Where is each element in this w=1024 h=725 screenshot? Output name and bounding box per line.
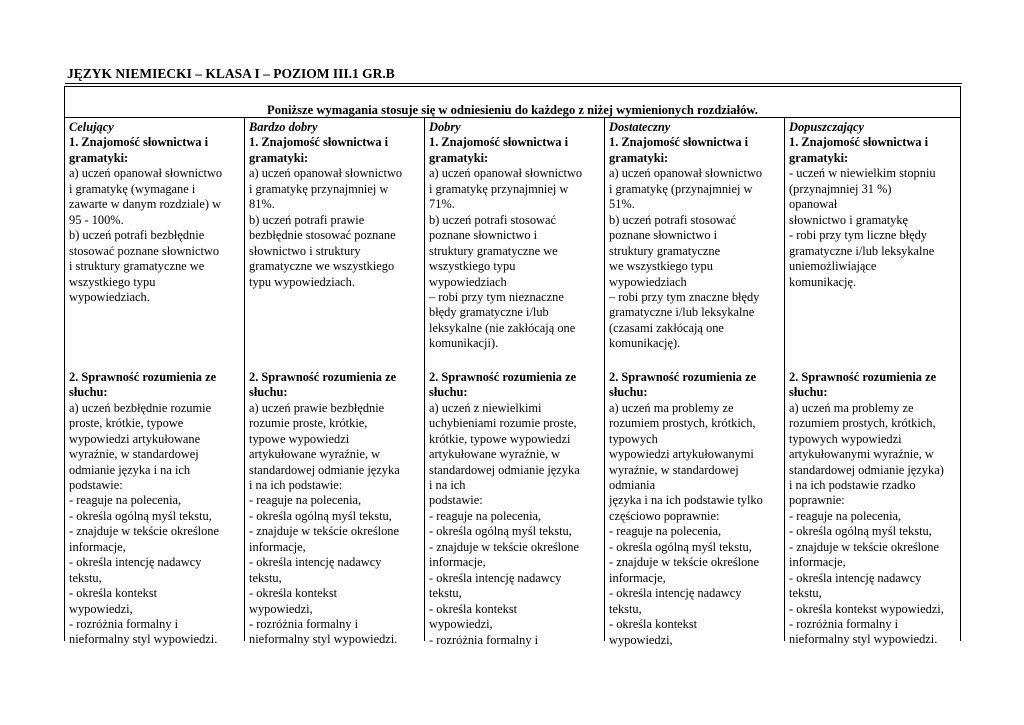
requirement-line: rozumiem prostych, krótkich, (789, 416, 936, 431)
requirement-line: i na ich podstawie: (249, 477, 343, 492)
requirement-line: informacje, (789, 555, 846, 570)
requirement-line: zawarte w danym rozdziale) w (69, 197, 222, 212)
requirement-line: a) uczeń opanował słownictwo (249, 166, 403, 181)
requirement-line: - określa ogólną myśl tekstu, (609, 539, 752, 554)
requirement-line: i na ich podstawie rzadko (789, 477, 916, 492)
requirement-line: komunikację. (789, 274, 857, 289)
requirement-line: 71%. (429, 197, 455, 212)
document-title: JĘZYK NIEMIECKI – KLASA I – POZIOM III.1 GR.B (67, 66, 395, 81)
requirement-line: struktury gramatyczne (609, 243, 721, 258)
requirement-line: języka i na ich podstawie tylko (609, 493, 763, 508)
column-bardzo-dobry (245, 118, 425, 647)
requirement-line: komunikację). (609, 336, 681, 351)
requirement-line: - rozróżnia formalny i (249, 617, 359, 632)
section-title-vocabulary: 1. Znajomość słownictwa i (789, 135, 929, 150)
requirement-line: tekstu, (69, 570, 102, 585)
requirement-line: poprawnie: (789, 493, 845, 508)
requirement-line: wszystkiego typu (69, 274, 156, 289)
requirement-line: rozumiem prostych, krótkich, (609, 416, 756, 431)
section-title-listening: 2. Sprawność rozumienia ze (609, 369, 757, 384)
requirement-line: standardowej odmianie języka (429, 462, 580, 477)
requirement-line: - określa ogólną myśl tekstu, (249, 508, 392, 523)
column-dopuszczajacy (785, 118, 962, 647)
requirement-line: a) uczeń opanował słownictwo (609, 166, 763, 181)
requirement-line: (przynajmniej 31 %) (789, 181, 892, 196)
requirement-line: we wszystkiego typu (609, 259, 713, 274)
requirement-line: artykułowane wyraźnie, w (429, 447, 561, 462)
requirement-line: - znajduje w tekście określone (69, 524, 220, 539)
requirement-line: wszystkiego typu (429, 259, 516, 274)
requirement-line: a) uczeń opanował słownictwo (69, 166, 223, 181)
section-title-vocabulary: gramatyki: (429, 150, 489, 165)
requirement-line: tekstu, (249, 570, 282, 585)
requirement-line: a) uczeń opanował słownictwo (429, 166, 583, 181)
requirement-line: - uczeń w niewielkim stopniu (789, 166, 936, 181)
requirement-line: i gramatykę przynajmniej w (429, 181, 569, 196)
requirement-line: struktury gramatyczne we (429, 243, 558, 258)
requirement-line: i gramatykę przynajmniej w (249, 181, 389, 196)
requirement-line: stosować poznane słownictwo (69, 243, 220, 258)
requirement-line: - reaguje na polecenia, (429, 508, 542, 523)
requirement-line: wypowiedzi, (429, 617, 493, 632)
requirement-line: - określa ogólną myśl tekstu, (789, 524, 932, 539)
requirement-line: typu wypowiedziach. (249, 274, 355, 289)
requirement-line: wypowiedziach. (69, 289, 150, 304)
requirement-line: wypowiedzi, (69, 601, 133, 616)
section-spacer (429, 352, 604, 370)
section-title-vocabulary: 1. Znajomość słownictwa i (69, 135, 209, 150)
requirement-line: - rozróżnia formalny i (69, 617, 179, 632)
section-title-vocabulary: gramatyki: (249, 150, 309, 165)
requirement-line: leksykalne (nie zakłócają one (429, 320, 576, 335)
requirement-line: i struktury gramatyczne we (69, 259, 205, 274)
requirement-line: typowych wypowiedzi (789, 431, 902, 446)
requirement-line: uniemożliwiające (789, 259, 877, 274)
requirement-line: - reaguje na polecenia, (789, 508, 902, 523)
requirement-line: - znajduje w tekście określone (429, 539, 580, 554)
requirement-line: - określa intencję nadawcy (609, 586, 742, 601)
requirement-line: wypowiedzi artykułowanymi (609, 447, 754, 462)
requirement-line: – robi przy tym nieznaczne (429, 289, 564, 304)
requirement-line: 95 - 100%. (69, 212, 124, 227)
section-title-listening: 2. Sprawność rozumienia ze (789, 369, 937, 384)
section-title-listening: słuchu: (69, 385, 108, 400)
requirement-line: b) uczeń potrafi prawie (249, 212, 365, 227)
requirement-line: artykułowanymi wyraźnie, w (789, 447, 934, 462)
section-title-listening: słuchu: (249, 385, 288, 400)
requirement-line: nieformalny styl wypowiedzi. (789, 632, 938, 647)
requirement-line: proste, krótkie, typowe (69, 416, 184, 431)
requirement-line: 51%. (609, 197, 635, 212)
requirement-line: i na ich (429, 477, 466, 492)
section-spacer (609, 352, 784, 370)
requirement-line: błędy gramatyczne i/lub (429, 305, 549, 320)
requirement-line: tekstu, (789, 586, 822, 601)
section-spacer (789, 290, 962, 370)
requirement-line: i gramatykę (przynajmniej w (609, 181, 753, 196)
requirement-line: a) uczeń prawie bezbłędnie (249, 400, 385, 415)
section-title-vocabulary: 1. Znajomość słownictwa i (249, 135, 389, 150)
requirement-line: bezbłędnie stosować poznane (249, 228, 396, 243)
requirement-line: słownictwo i gramatykę (789, 212, 909, 227)
requirement-line: wypowiedzi, (249, 601, 313, 616)
requirement-line: standardowej odmianie języka) (789, 462, 944, 477)
requirement-line: poznane słownictwo i (429, 228, 538, 243)
section-title-listening: 2. Sprawność rozumienia ze (69, 369, 217, 384)
requirement-line: a) uczeń bezbłędnie rozumie (69, 400, 212, 415)
requirement-line: informacje, (429, 555, 486, 570)
table-intro-row (65, 87, 960, 118)
requirement-line: tekstu, (609, 601, 642, 616)
requirement-line: gramatyczne i/lub leksykalne (789, 243, 935, 258)
section-spacer (249, 290, 424, 370)
table-intro-text: Poniższe wymagania stosuje się w odniesieniu do każdego z niżej wymienionych rozdziałów. (267, 103, 758, 117)
section-title-listening: 2. Sprawność rozumienia ze (429, 369, 577, 384)
requirement-line: - znajduje w tekście określone (789, 539, 940, 554)
grade-heading: Dostateczny (609, 120, 671, 134)
requirement-line: informacje, (609, 570, 666, 585)
section-title-listening: 2. Sprawność rozumienia ze (249, 369, 397, 384)
requirement-line: uchybieniami rozumie proste, (429, 416, 577, 431)
column-celujacy (65, 118, 245, 647)
requirement-line: (czasami zakłócają one (609, 320, 724, 335)
title-underline (65, 83, 962, 84)
requirement-line: - określa ogólną myśl tekstu, (69, 508, 212, 523)
requirement-line: nieformalny styl wypowiedzi. (69, 632, 218, 647)
requirement-line: wyraźnie, w standardowej (69, 447, 199, 462)
requirement-line: słownictwo i struktury (249, 243, 361, 258)
section-title-listening: słuchu: (429, 385, 468, 400)
requirement-line: tekstu, (429, 586, 462, 601)
requirement-line: krótkie, typowe wypowiedzi (429, 431, 571, 446)
requirement-line: typowych (609, 431, 658, 446)
requirement-line: standardowej odmianie języka (249, 462, 400, 477)
requirement-line: - znajduje w tekście określone (249, 524, 400, 539)
requirement-line: - określa kontekst (249, 586, 338, 601)
requirement-line: - określa kontekst (429, 601, 518, 616)
requirement-line: - rozróżnia formalny i (429, 632, 539, 647)
requirement-line: odmianie języka i na ich (69, 462, 191, 477)
requirement-line: - określa ogólną myśl tekstu, (429, 524, 572, 539)
column-dostateczny (605, 118, 785, 647)
column-dobry (425, 118, 605, 647)
requirement-line: wyraźnie, w standardowej (609, 462, 739, 477)
requirement-line: – robi przy tym znaczne błędy (609, 289, 760, 304)
section-spacer (69, 305, 244, 369)
requirement-line: a) uczeń ma problemy ze (789, 400, 914, 415)
requirement-line: typowe wypowiedzi (249, 431, 350, 446)
requirement-line: - znajduje w tekście określone (609, 555, 760, 570)
requirement-line: informacje, (69, 539, 126, 554)
requirement-line: i gramatykę (wymagane i (69, 181, 196, 196)
requirement-line: - reaguje na polecenia, (249, 493, 362, 508)
section-title-listening: słuchu: (609, 385, 648, 400)
requirement-line: podstawie: (69, 477, 123, 492)
requirement-line: b) uczeń potrafi bezbłędnie (69, 228, 205, 243)
requirement-line: rozumie proste, krótkie, (249, 416, 368, 431)
requirement-line: - reaguje na polecenia, (609, 524, 722, 539)
requirement-line: - reaguje na polecenia, (69, 493, 182, 508)
section-title-vocabulary: 1. Znajomość słownictwa i (609, 135, 749, 150)
requirements-table (64, 86, 961, 647)
requirement-line: gramatyczne i/lub leksykalne (609, 305, 755, 320)
requirement-line: 81%. (249, 197, 275, 212)
requirement-line: - robi przy tym liczne błędy (789, 228, 927, 243)
requirement-line: b) uczeń potrafi stosować (609, 212, 736, 227)
grade-heading: Celujący (69, 120, 114, 134)
requirement-line: gramatyczne we wszystkiego (249, 259, 395, 274)
requirement-line: - określa kontekst (609, 617, 698, 632)
requirement-line: - określa intencję nadawcy (429, 570, 562, 585)
requirement-line: - określa kontekst (69, 586, 158, 601)
requirement-line: opanował (789, 197, 838, 212)
requirement-line: nieformalny styl wypowiedzi. (249, 632, 398, 647)
requirement-line: - określa kontekst wypowiedzi, (789, 601, 944, 616)
grade-heading: Dopuszczający (789, 120, 865, 134)
section-title-vocabulary: gramatyki: (69, 150, 129, 165)
requirement-line: podstawie: (429, 493, 483, 508)
requirement-line: wypowiedziach (429, 274, 507, 289)
requirement-line: artykułowane wyraźnie, w (249, 447, 381, 462)
requirement-line: częściowo poprawnie: (609, 508, 720, 523)
grade-heading: Bardzo dobry (249, 120, 318, 134)
requirement-line: wypowiedziach (609, 274, 687, 289)
section-title-vocabulary: gramatyki: (789, 150, 849, 165)
requirement-line: - określa intencję nadawcy (789, 570, 922, 585)
requirement-line: poznane słownictwo i (609, 228, 718, 243)
section-title-listening: słuchu: (789, 385, 828, 400)
requirement-line: - określa intencję nadawcy (69, 555, 202, 570)
section-title-vocabulary: gramatyki: (609, 150, 669, 165)
requirement-line: wypowiedzi artykułowane (69, 431, 201, 446)
requirement-line: - określa intencję nadawcy (249, 555, 382, 570)
requirement-line: b) uczeń potrafi stosować (429, 212, 556, 227)
grade-heading: Dobry (429, 120, 461, 134)
requirement-line: a) uczeń ma problemy ze (609, 400, 734, 415)
section-title-vocabulary: 1. Znajomość słownictwa i (429, 135, 569, 150)
requirement-line: wypowiedzi, (609, 632, 673, 647)
requirement-line: - rozróżnia formalny i (789, 617, 899, 632)
requirement-line: komunikacji). (429, 336, 499, 351)
requirement-line: informacje, (249, 539, 306, 554)
requirement-line: odmiania (609, 477, 656, 492)
requirement-line: a) uczeń z niewielkimi (429, 400, 542, 415)
